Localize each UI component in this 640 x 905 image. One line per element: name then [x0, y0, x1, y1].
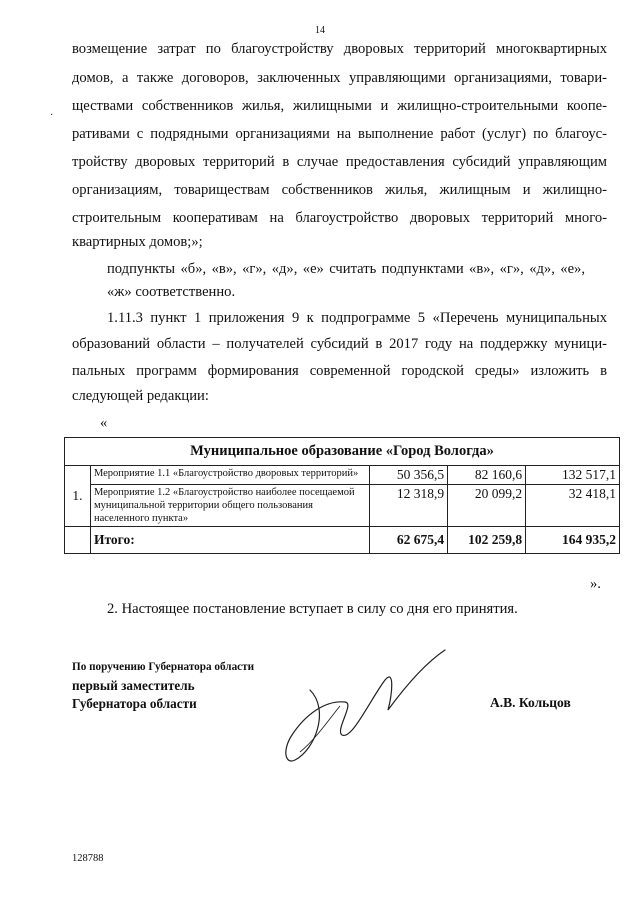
- paragraph-2-line-1: подпункты «б», «в», «г», «д», «е» считать подпунктами «в», «г», «д», «е»,: [107, 261, 585, 277]
- paragraph-1-line-3: ществами собственников жилья, жилищными и жилищно-строительными коопе-: [72, 98, 607, 114]
- measure-1-name: Мероприятие 1.1 «Благоустройство дворовых территорий»: [90, 466, 369, 485]
- measure-2-value-1: 12 318,9: [370, 485, 448, 527]
- closing-quote: ».: [590, 576, 601, 592]
- paragraph-3-line-2: образований области – получателей субсидий в 2017 году на поддержку муници-: [72, 336, 607, 352]
- handwritten-signature: [270, 640, 460, 770]
- total-value-1: 62 675,4: [370, 527, 448, 554]
- measure-2-value-3: 32 418,1: [526, 485, 620, 527]
- measure-1-value-1: 50 356,5: [370, 466, 448, 485]
- municipality-header: Муниципальное образование «Город Вологда»: [65, 438, 620, 466]
- paragraph-3-line-4: следующей редакции:: [72, 388, 209, 404]
- paragraph-1-line-8: квартирных домов;»;: [72, 234, 203, 250]
- measure-1-value-2: 82 160,6: [448, 466, 526, 485]
- table-row: [65, 485, 620, 527]
- paragraph-3-line-3: пальных программ формирования современной городской среды» изложить в: [72, 363, 607, 379]
- row-number: 1.: [65, 466, 91, 527]
- table-total-row: [65, 527, 620, 554]
- signatory-name: А.В. Кольцов: [490, 695, 571, 710]
- margin-dot: ·: [50, 110, 54, 121]
- paragraph-1-line-5: тройству дворовых территорий в случае предоставления субсидий управляющим: [72, 154, 607, 170]
- measure-1-value-3: 132 517,1: [526, 466, 620, 485]
- paragraph-1-line-7: строительным кооперативам на благоустройство дворовых территорий много-: [72, 210, 607, 226]
- total-label: Итого:: [90, 527, 369, 554]
- subsidy-table: [64, 437, 620, 554]
- paragraph-1-line-4: ративами с подрядными организациями на выполнение работ (услуг) по благоус-: [72, 126, 607, 142]
- paragraph-1-line-2: домов, а также договоров, заключенных управляющими организациями, товари-: [72, 70, 607, 86]
- total-value-3: 164 935,2: [526, 527, 620, 554]
- signature-line-1: По поручению Губернатора области: [72, 661, 255, 673]
- total-value-2: 102 259,8: [448, 527, 526, 554]
- table-row: [65, 466, 620, 485]
- total-empty-cell: [65, 527, 91, 554]
- paragraph-2-line-2: «ж» соответственно.: [107, 284, 236, 300]
- paragraph-4: 2. Настоящее постановление вступает в силу со дня его принятия.: [107, 601, 518, 617]
- signature-line-3: Губернатора области: [72, 696, 197, 711]
- measure-2-value-2: 20 099,2: [448, 485, 526, 527]
- document-code: 128788: [72, 853, 104, 864]
- paragraph-1-line-1: возмещение затрат по благоустройству дворовых территорий многоквартирных: [72, 41, 607, 57]
- opening-quote: «: [100, 415, 108, 431]
- signature-line-2: первый заместитель: [72, 678, 195, 693]
- page-number: 14: [315, 25, 325, 36]
- paragraph-1-line-6: организациям, товариществам собственников жилья, жилищным и жилищно-: [72, 182, 607, 198]
- paragraph-3-line-1: 1.11.3 пункт 1 приложения 9 к подпрограмме 5 «Перечень муниципальных: [107, 310, 607, 326]
- table-header-row: [65, 438, 620, 466]
- measure-2-name: Мероприятие 1.2 «Благоустройство наиболее посещаемой муниципальной территории общего пользования населенного пункта»: [90, 485, 369, 527]
